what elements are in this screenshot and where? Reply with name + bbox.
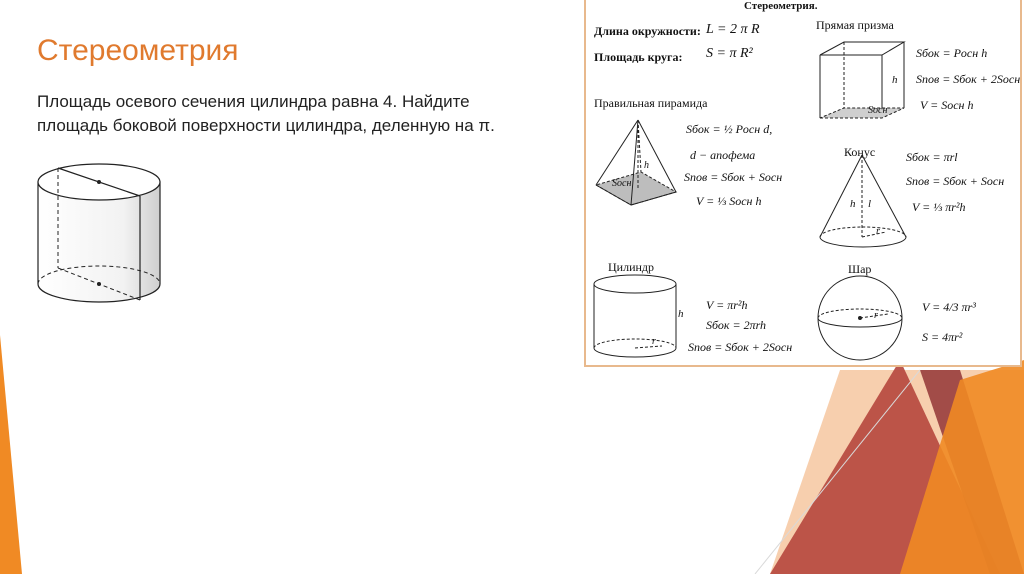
- left-accent-stripe: [0, 335, 22, 574]
- circle-area-formula: S = π R²: [706, 46, 753, 61]
- pyramid-formula-4: V = ⅓ Sосн h: [696, 194, 762, 208]
- prism-formula-1: Sбок = Pосн h: [916, 46, 988, 60]
- cone-formula-2: Sпов = Sбок + Sосн: [906, 174, 1005, 188]
- task-text: Площадь осевого сечения цилиндра равна 4. Найдите площадь боковой поверхности цилиндра, деленную на π.: [37, 92, 495, 135]
- prism-base-label: Sосн: [868, 105, 888, 116]
- cylinder-formula-1: V = πr²h: [706, 298, 748, 312]
- pyramid-formula-1: Sбок = ½ Pосн d,: [686, 122, 773, 136]
- cone-formula-1: Sбок = πrl: [906, 150, 958, 164]
- pyramid-h-label: h: [644, 160, 649, 171]
- sphere-formula-2: S = 4πr²: [922, 330, 963, 344]
- cylinder-small-figure: [594, 275, 676, 357]
- circle-length-formula: L = 2 π R: [706, 22, 760, 37]
- cone-r-label: r: [876, 226, 880, 237]
- prism-formula-2: Sпов = Sбок + 2Sосн: [916, 72, 1021, 86]
- circle-length-label: Длина окружности:: [594, 24, 701, 38]
- circle-area-label: Площадь круга:: [594, 50, 683, 64]
- sphere-r-label: r: [874, 310, 878, 321]
- formula-sheet: [584, 0, 1022, 367]
- sheet-header: Стереометрия.: [744, 0, 818, 12]
- cylinder-title: Цилиндр: [608, 260, 655, 274]
- pyramid-base-label: Sосн: [612, 178, 632, 189]
- pyramid-formula-2: d − апофема: [690, 148, 756, 162]
- prism-formula-3: V = Sосн h: [920, 98, 974, 112]
- cylinder-h-label: h: [678, 308, 684, 320]
- prism-title: Прямая призма: [816, 18, 894, 32]
- cylinder-formula-3: Sпов = Sбок + 2Sосн: [688, 340, 793, 354]
- slide-title: Стереометрия: [37, 34, 239, 67]
- pyramid-title: Правильная пирамида: [594, 96, 708, 110]
- cylinder-r-label: r: [652, 336, 656, 347]
- sphere-figure: [818, 276, 902, 360]
- sphere-formula-1: V = 4/3 πr³: [922, 300, 976, 314]
- cone-formula-3: V = ⅓ πr²h: [912, 200, 966, 214]
- cone-title: Конус: [844, 145, 876, 159]
- cone-figure: [820, 155, 906, 247]
- cylinder-figure: [30, 160, 170, 310]
- cone-h-label: h: [850, 198, 856, 210]
- pyramid-figure: [596, 120, 676, 205]
- pyramid-formula-3: Sпов = Sбок + Sосн: [684, 170, 783, 184]
- cone-l-label: l: [868, 198, 872, 210]
- cylinder-formula-2: Sбок = 2πrh: [706, 318, 767, 332]
- sphere-title: Шар: [848, 262, 872, 276]
- prism-h-label: h: [892, 74, 898, 86]
